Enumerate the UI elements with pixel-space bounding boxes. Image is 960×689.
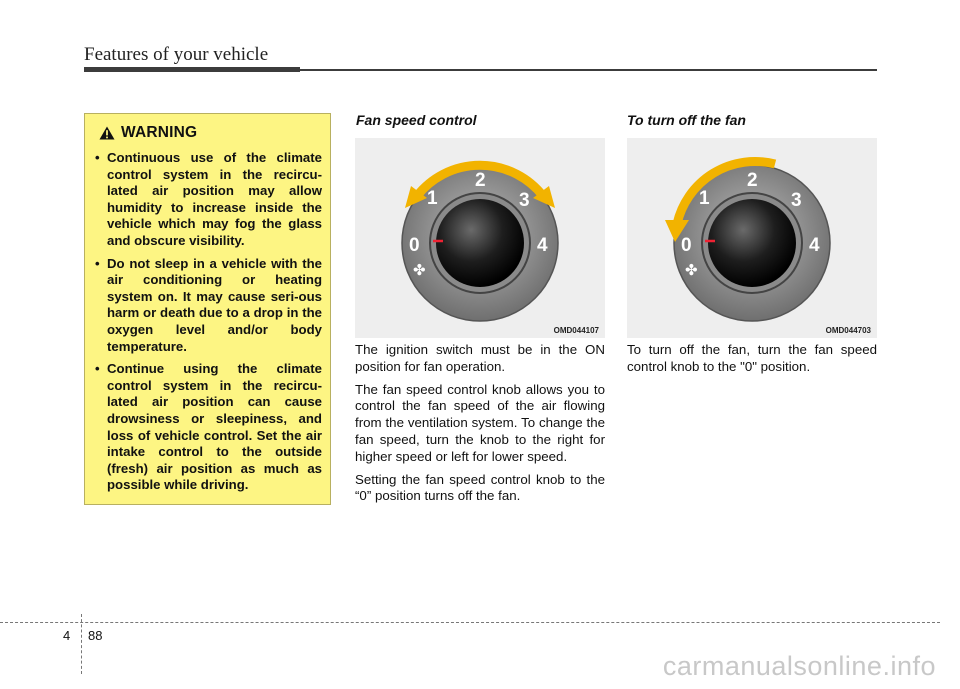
fan-dial-illustration [355,138,605,338]
body-paragraph: The fan speed control knob allows you to control the fan speed of the air flowing from the ventilation system. To change the fan speed, turn the knob to the right for higher speed or left for lower speed. [355,381,605,464]
fan-off-body [627,342,877,382]
dial-label-4: 4 [809,235,820,256]
page-number: 88 [88,628,103,643]
warning-header [99,124,330,142]
chapter-number: 4 [63,628,71,643]
fan-speed-figure [355,138,605,338]
header-rule-thin [300,69,877,71]
footer-divider [81,614,82,674]
dial-label-1: 1 [427,188,438,209]
dial-label-0: 0 [681,235,692,256]
fan-icon: ✤ [685,261,698,279]
warning-item: • Continue using the climate control system in the recircu-lated air position can cause drowsiness or sleepiness, and loss of vehicle control. Set the air intake control to the outside (fresh) air position as much as possible while driving. [95,361,322,494]
fan-speed-heading: Fan speed control [356,112,477,128]
header-rule-thick [84,67,300,72]
fan-icon: ✤ [413,261,426,279]
warning-list [95,150,322,494]
fan-speed-body [355,342,605,511]
dial-label-1: 1 [699,188,710,209]
warning-item: • Do not sleep in a vehicle with the air conditioning or heating system on. It may cause seri-ous harm or death due to a drop in the oxygen level and/or body temperature. [95,256,322,356]
warning-triangle-icon [99,126,115,140]
body-paragraph: To turn off the fan, turn the fan speed control knob to the "0" position. [627,342,877,374]
dial-label-2: 2 [747,170,758,191]
fan-off-figure [627,138,877,338]
dial-knob[interactable] [708,199,796,287]
footer-rule [0,622,940,623]
dial-label-3: 3 [519,190,530,211]
dial-label-0: 0 [409,235,420,256]
dial-knob[interactable] [436,199,524,287]
dial-label-4: 4 [537,235,548,256]
warning-title: WARNING [121,124,198,141]
fan-dial-illustration [627,138,877,338]
dial-label-2: 2 [475,170,486,191]
header-title: Features of your vehicle [84,44,269,65]
watermark: carmanualsonline.info [662,651,936,681]
warning-box [84,113,331,505]
warning-item: • Continuous use of the climate control system in the recircu-lated air position may allow humidity to increase inside the vehicle which may fog the glass and obscure visibility. [95,150,322,250]
fan-off-heading: To turn off the fan [627,112,746,128]
figure-caption: OMD044703 [825,326,871,335]
figure-caption: OMD044107 [553,326,599,335]
dial-label-3: 3 [791,190,802,211]
body-paragraph: Setting the fan speed control knob to the “0” position turns off the fan. [355,471,605,504]
body-paragraph: The ignition switch must be in the ON position for fan operation. [355,342,605,374]
